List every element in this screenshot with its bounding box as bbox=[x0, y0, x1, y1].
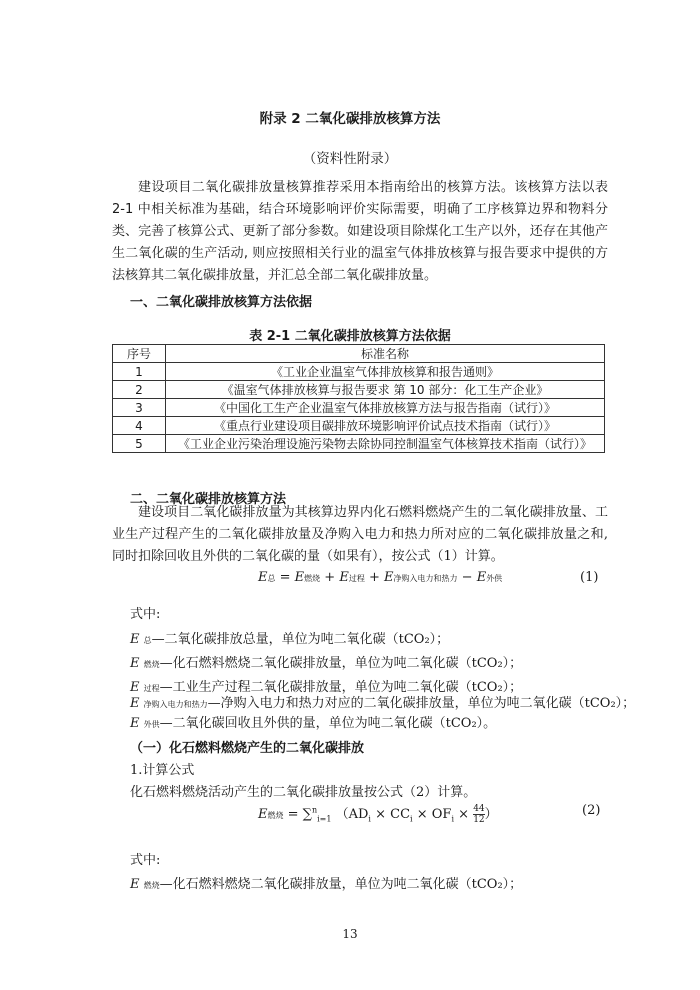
appendix-subtitle: （资料性附录） bbox=[302, 151, 398, 167]
table-cell-name: 《重点行业建设项目碳排放环境影响评价试点技术指南（试行）》 bbox=[166, 417, 605, 435]
table-cell-name: 《工业企业温室气体排放核算和报告通则》 bbox=[166, 363, 605, 381]
formula-1-number: (1) bbox=[580, 570, 599, 585]
formula-2-intro: 化石燃料燃烧活动产生的二氧化碳排放量按公式（2）计算。 bbox=[130, 785, 477, 800]
definition-line: E 总—二氧化碳排放总量，单位为吨二氧化碳（tCO₂）； bbox=[130, 632, 450, 647]
standards-table bbox=[112, 344, 605, 453]
definition-line: E 燃烧—化石燃料燃烧二氧化碳排放量，单位为吨二氧化碳（tCO₂）； bbox=[130, 656, 523, 671]
table-row bbox=[113, 363, 605, 381]
table-cell-name: 《中国化工生产企业温室气体排放核算方法与报告指南（试行）》 bbox=[166, 399, 605, 417]
definition-line: E 外供—二氧化碳回收且外供的量，单位为吨二氧化碳（tCO₂）。 bbox=[130, 716, 497, 731]
table-cell-name: 《工业企业污染治理设施污染物去除协同控制温室气体核算技术指南（试行）》 bbox=[166, 435, 605, 453]
fraction: $\frac{44}{12}$ bbox=[473, 804, 485, 825]
where-label-1: 式中: bbox=[130, 607, 161, 622]
step-heading: 1.计算公式 bbox=[130, 763, 195, 778]
section-heading-1: 一、二氧化碳排放核算方法依据 bbox=[130, 295, 313, 310]
appendix-title: 附录 2 二氧化碳排放核算方法 bbox=[259, 111, 441, 127]
formula-1-expression: E总 = E燃烧 + E过程 + E净购入电力和热力 − E外供 bbox=[258, 570, 503, 585]
formula-2-number: (2) bbox=[582, 803, 601, 818]
table-header-name: 标准名称 bbox=[166, 345, 605, 363]
table-row bbox=[113, 381, 605, 399]
table-caption: 表 2-1 二氧化碳排放核算方法依据 bbox=[249, 329, 451, 344]
definition-line: E 燃烧—化石燃料燃烧二氧化碳排放量，单位为吨二氧化碳（tCO₂）； bbox=[130, 877, 523, 892]
table-cell-index: 3 bbox=[113, 399, 166, 417]
subsection-heading: （一）化石燃料燃烧产生的二氧化碳排放 bbox=[130, 741, 365, 756]
table-cell-index: 1 bbox=[113, 363, 166, 381]
table-cell-index: 5 bbox=[113, 435, 166, 453]
where-label-2: 式中: bbox=[130, 853, 161, 868]
table-row bbox=[113, 435, 605, 453]
table-cell-name: 《温室气体排放核算与报告要求 第 10 部分：化工生产企业》 bbox=[166, 381, 605, 399]
table-cell-index: 2 bbox=[113, 381, 166, 399]
definition-line: E 净购入电力和热力—净购入电力和热力对应的二氧化碳排放量，单位为吨二氧化碳（tCO₂）； bbox=[130, 696, 636, 711]
formula-2-expression: E燃烧 = ∑$^n_{i=1}$ （$AD_i \times CC_i \times OF_i$ × $\frac{44}{12}$ ） bbox=[258, 804, 498, 825]
table-header-index: 序号 bbox=[113, 345, 166, 363]
intro-paragraph: 建设项目二氧化碳排放量核算推荐采用本指南给出的核算方法。该核算方法以表 2-1 中相关标准为基础，结合环境影响评价实际需要，明确了工序核算边界和物料分类、完善了核算公式、更新了部分参数。如建设项目除煤化工生产以外，还存在其他产生二氧化碳的生产活动, 则应按照相关行业的温室气体排放核算与报告要求中提供的方法核算其二氧化碳排放量，并汇总全部二氧化碳排放量。 bbox=[112, 180, 608, 283]
table-cell-index: 4 bbox=[113, 417, 166, 435]
table-row bbox=[113, 417, 605, 435]
method-paragraph: 建设项目二氧化碳排放量为其核算边界内化石燃料燃烧产生的二氧化碳排放量、工业生产过程产生的二氧化碳排放量及净购入电力和热力所对应的二氧化碳排放量之和, 同时扣除回收且外供的二氧化碳的量（如果有），按公式（1）计算。 bbox=[112, 505, 608, 564]
page-number: 13 bbox=[342, 927, 358, 941]
table-row bbox=[113, 399, 605, 417]
definition-line: E 过程—工业生产过程二氧化碳排放量，单位为吨二氧化碳（tCO₂）； bbox=[130, 680, 523, 695]
section-heading-2: 二、二氧化碳排放核算方法 bbox=[130, 492, 287, 507]
table-header-row bbox=[113, 345, 605, 363]
